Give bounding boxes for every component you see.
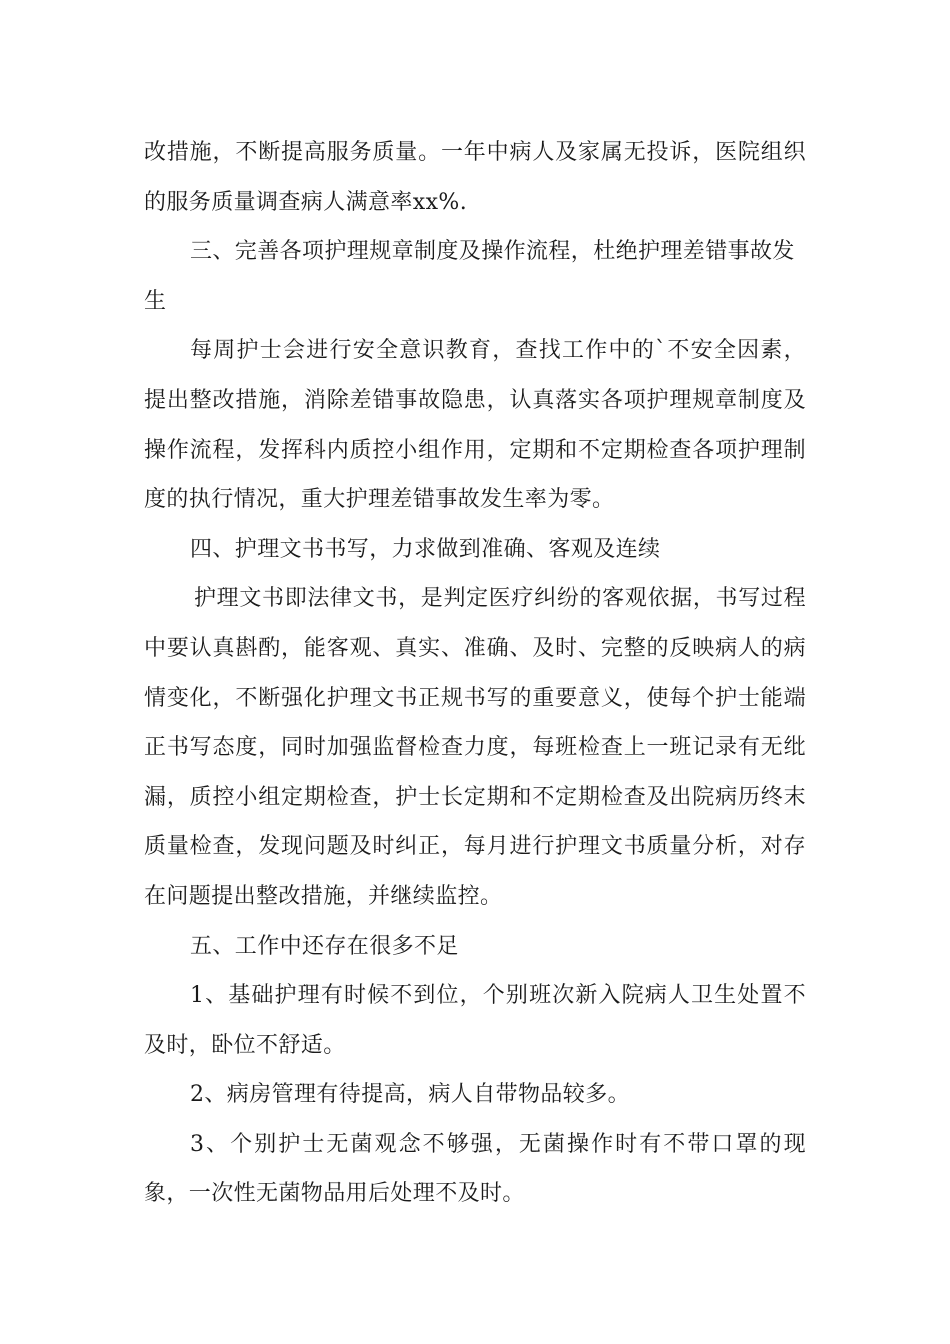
section-heading-5: 五、工作中还存在很多不足 [190, 933, 459, 959]
list-item-1: 1、基础护理有时候不到位，个别班次新入院病人卫生处置不及时，卧位不舒适。 [144, 983, 806, 1058]
paragraph-nursing-records: 护理文书即法律文书，是判定医疗纠纷的客观依据，书写过程中要认真斟酌，能客观、真实、准确、及时、完整的反映病人的病情变化，不断强化护理文书正规书写的重要意义，使每个护士能端正书写态度，同时加强监督检查力度，每班检查上一班记录有无纰漏，质控小组定期检查，护士长定期和不定期检查及出院病历终末质量检查，发现问题及时纠正，每月进行护理文书质量分析，对存在问题提出整改措施，并继续监控。 [144, 586, 806, 909]
list-item-3: 3、个别护士无菌观念不够强，无菌操作时有不带口罩的现象，一次性无菌物品用后处理不及时。 [144, 1131, 806, 1207]
list-item-2: 2、病房管理有待提高，病人自带物品较多。 [190, 1082, 630, 1108]
document-body [144, 128, 806, 1219]
section-heading-4: 四、护理文书书写，力求做到准确、客观及连续 [190, 536, 661, 562]
section-heading-3: 三、完善各项护理规章制度及操作流程，杜绝护理差错事故发生 [144, 239, 795, 314]
paragraph-safety: 每周护士会进行安全意识教育，查找工作中的`不安全因素，提出整改措施，消除差错事故隐患，认真落实各项护理规章制度及操作流程，发挥科内质控小组作用，定期和不定期检查各项护理制度的执行情况，重大护理差错事故发生率为零。 [144, 338, 806, 513]
paragraph-continuation: 改措施，不断提高服务质量。一年中病人及家属无投诉，医院组织的服务质量调查病人满意率xx%. [144, 140, 806, 215]
